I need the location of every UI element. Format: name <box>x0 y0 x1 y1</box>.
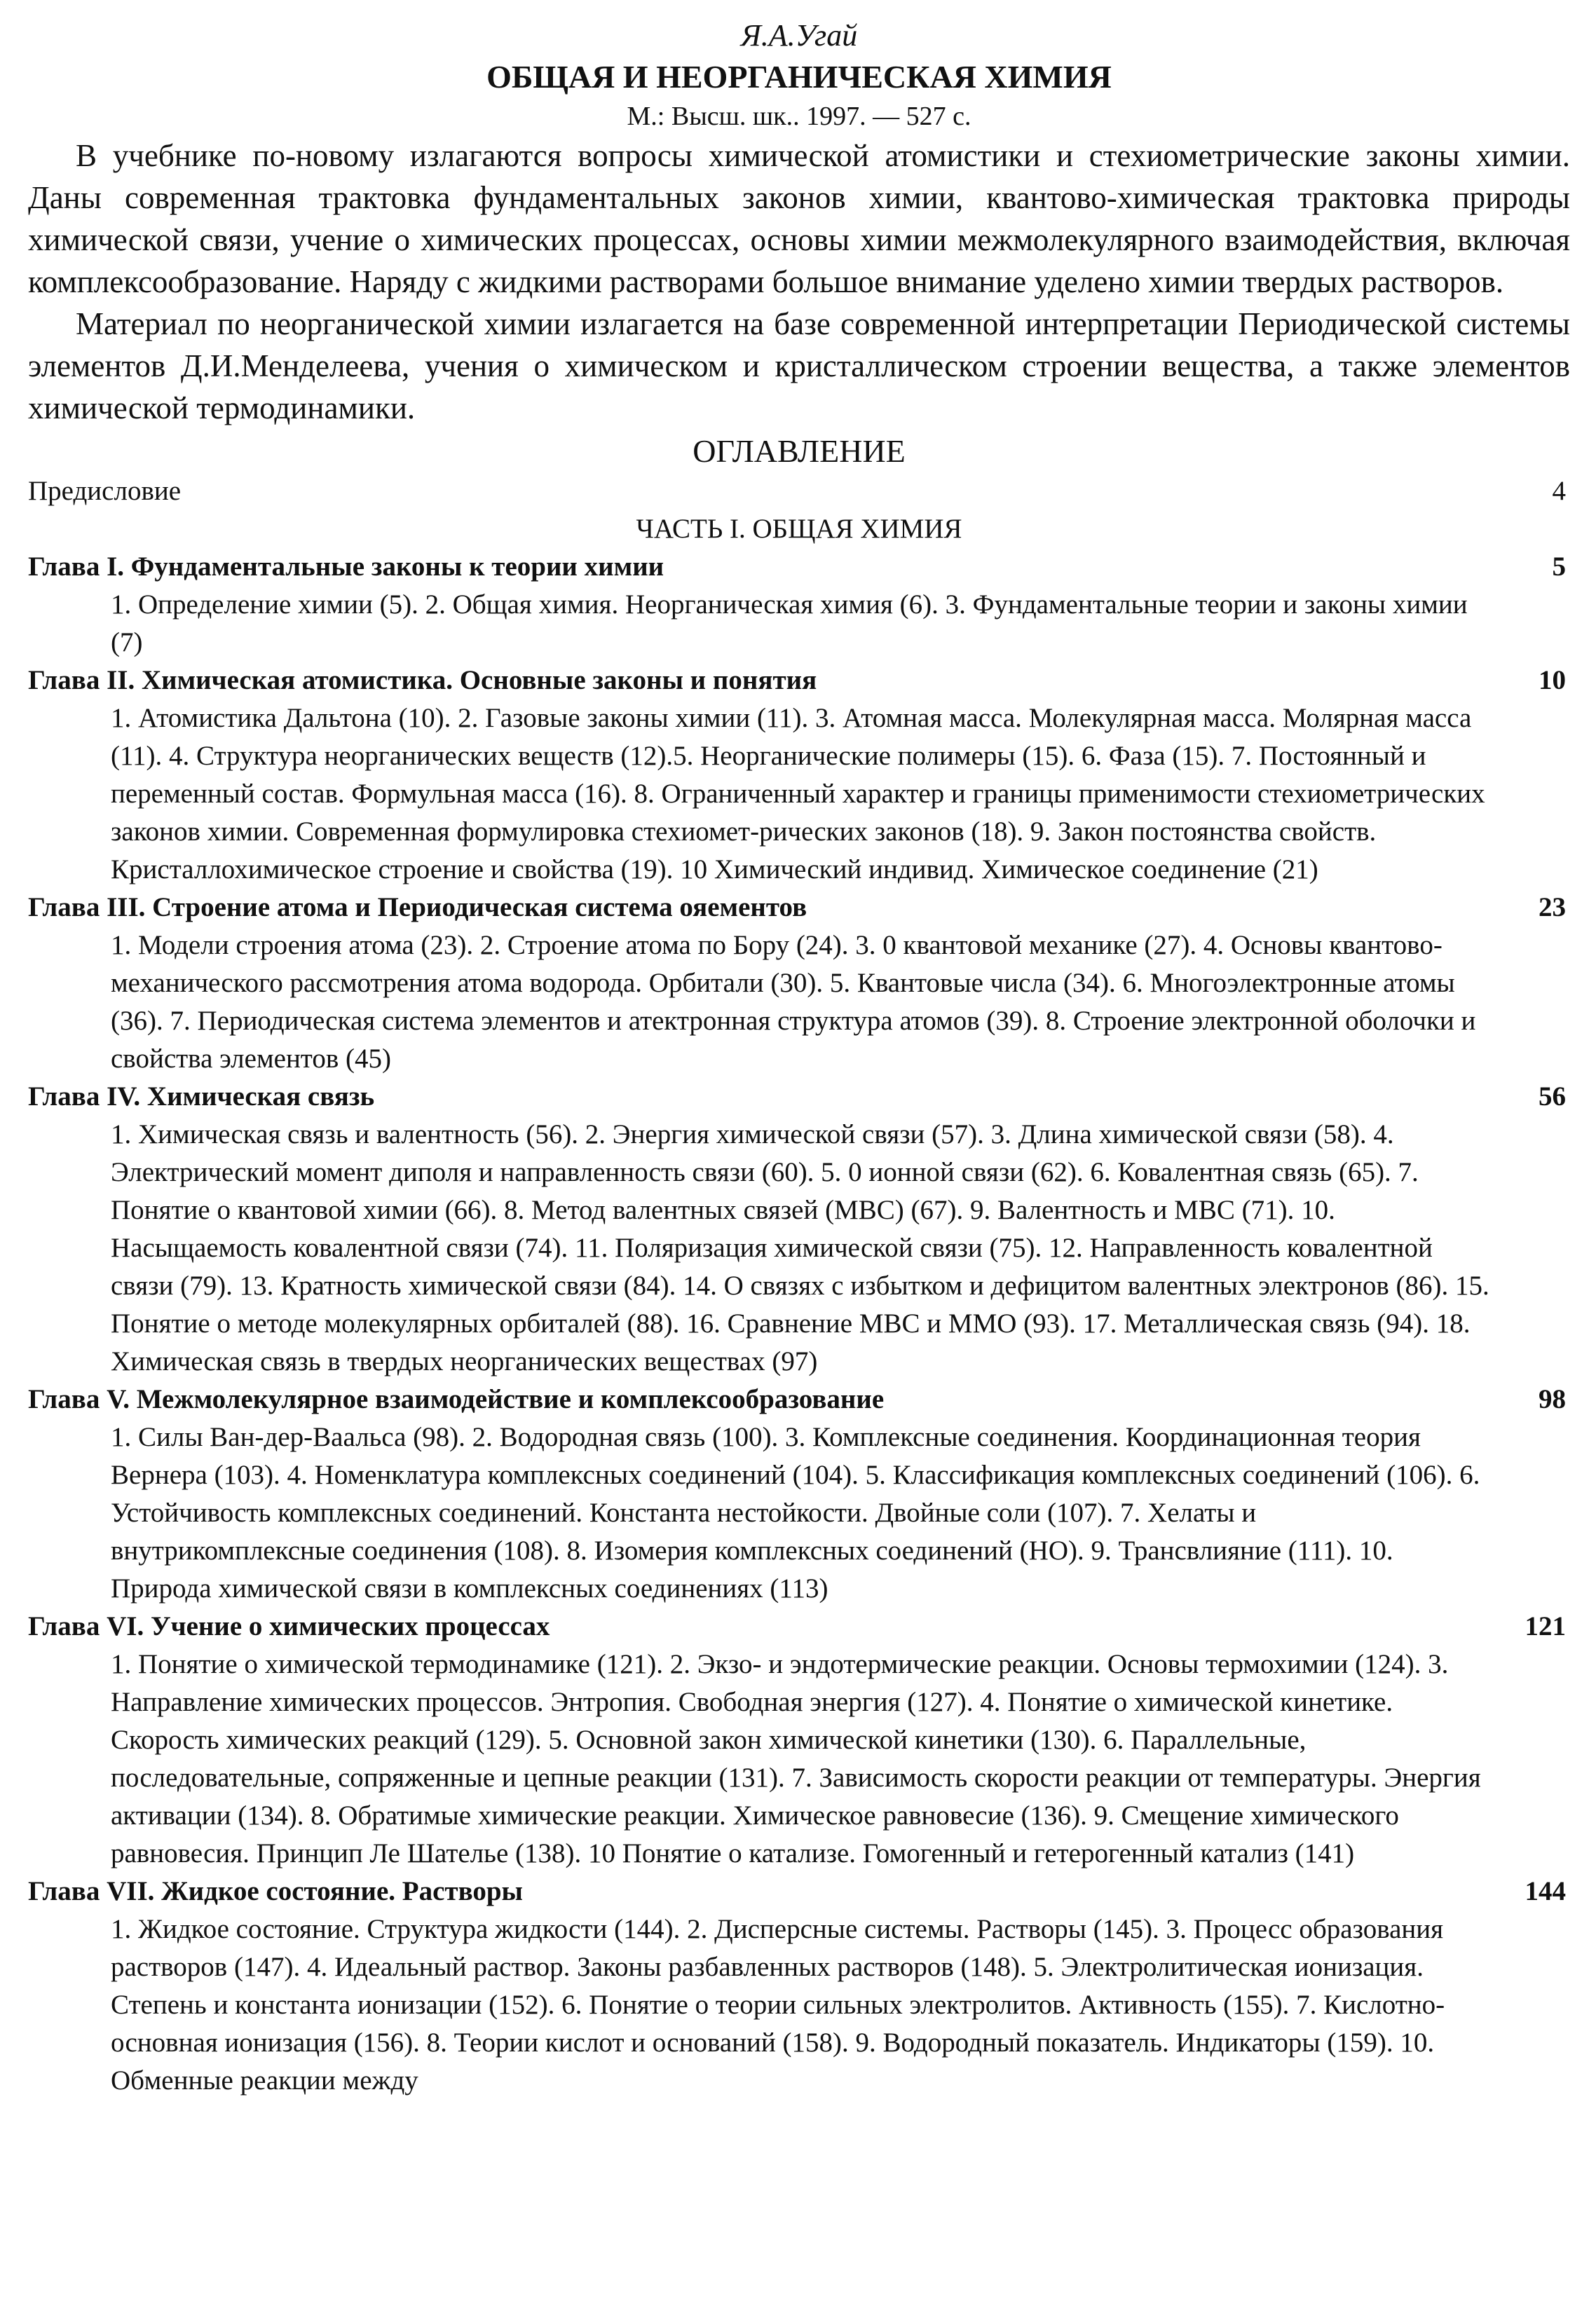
abstract <box>28 135 1570 429</box>
toc-preface <box>28 472 1570 510</box>
chapter-page: 56 <box>1539 1081 1566 1112</box>
chapter-title: Глава V. Межмолекулярное взаимодействие и комплексообразование <box>28 1384 885 1414</box>
table-of-contents <box>28 472 1570 2100</box>
preface-label: Предисловие <box>28 476 182 506</box>
chapter-topics: 1. Определение химии (5). 2. Общая химия. Неорганическая химия (6). 3. Фундаментальные теории и законы химии (7) <box>111 589 1468 657</box>
chapter-title: Глава I. Фундаментальные законы к теории химии <box>28 552 664 582</box>
chapter-heading <box>28 889 1570 927</box>
chapter-page: 98 <box>1539 1384 1566 1414</box>
chapter-5 <box>28 1381 1570 1608</box>
chapter-1 <box>28 548 1570 662</box>
chapter-title: Глава II. Химическая атомистика. Основные законы и понятия <box>28 665 817 695</box>
chapter-3 <box>28 889 1570 1078</box>
chapter-heading <box>28 1078 1570 1116</box>
chapter-page: 10 <box>1539 665 1566 695</box>
chapter-heading <box>28 548 1570 586</box>
chapter-title: Глава VII. Жидкое состояние. Растворы <box>28 1876 523 1906</box>
document-page <box>28 15 1570 2100</box>
chapter-title: Глава IV. Химическая связь <box>28 1081 375 1112</box>
abstract-paragraph-1: В учебнике по-новому излагаются вопросы химической атомистики и стехиометрические законы химии. Даны современная трактовка фундаментальных законов химии, квантово-химическая трактовка природы химической связи, учение о химических процессах, основы химии межмолекулярного взаимодействия, включая комплексообразование. Наряду с жидкими растворами большое внимание уделено химии твердых растворов. <box>28 138 1570 299</box>
chapter-page: 144 <box>1525 1876 1566 1906</box>
chapter-6 <box>28 1608 1570 1873</box>
chapter-page: 23 <box>1539 892 1566 922</box>
chapter-heading <box>28 1608 1570 1646</box>
toc-heading: ОГЛАВЛЕНИЕ <box>693 433 906 469</box>
preface-page: 4 <box>1552 476 1566 506</box>
chapter-page: 121 <box>1525 1611 1566 1641</box>
abstract-paragraph-2: Материал по неорганической химии излагается на базе современной интерпретации Периодической системы элементов Д.И.Менделеева, учения о химическом и кристаллическом строении вещества, а также элементов химической термодинамики. <box>28 306 1570 425</box>
part-title: ЧАСТЬ I. ОБЩАЯ ХИМИЯ <box>636 514 962 544</box>
chapter-page: 5 <box>1552 552 1566 582</box>
chapter-heading <box>28 1381 1570 1419</box>
book-title: ОБЩАЯ И НЕОРГАНИЧЕСКАЯ ХИМИЯ <box>486 59 1112 95</box>
chapter-topics: 1. Атомистика Дальтона (10). 2. Газовые законы химии (11). 3. Атомная масса. Молекулярная масса. Молярная масса (11). 4. Структура неорганических веществ (12).5. Неорганические полимеры (15). 6. Фаза (15). 7. Постоянный и переменный состав. Формульная масса (16). 8. Ограниченный характер и границы применимости стехиометрических законов химии. Современная формулировка стехиомет-рических законов (18). 9. Закон постоянства свойств. Кристаллохимическое строение и свойства (19). 10 Химический индивид. Химическое соединение (21) <box>111 703 1485 884</box>
chapter-topics: 1. Модели строения атома (23). 2. Строение атома по Бору (24). 3. 0 квантовой механике (27). 4. Основы квантово-механического рассмотрения атома водорода. Орбитали (30). 5. Квантовые числа (34). 6. Многоэлектронные атомы (36). 7. Периодическая система элементов и атектронная структура атомов (39). 8. Строение электронной оболочки и свойства элементов (45) <box>111 930 1476 1074</box>
chapter-title: Глава III. Строение атома и Периодическая система ояементов <box>28 892 807 922</box>
author-name: Я.А.Угай <box>740 18 858 53</box>
chapter-7 <box>28 1873 1570 2100</box>
chapter-title: Глава VI. Учение о химических процессах <box>28 1611 550 1641</box>
chapter-topics: 1. Жидкое состояние. Структура жидкости (144). 2. Дисперсные системы. Растворы (145). 3. Процесс образования растворов (147). 4. Идеальный раствор. Законы разбавленных растворов (148). 5. Электролитическая ионизация. Степень и константа ионизации (152). 6. Понятие о теории сильных электролитов. Активность (155). 7. Кислотно-основная ионизация (156). 8. Теории кислот и оснований (158). 9. Водородный показатель. Индикаторы (159). 10. Обменные реакции между <box>111 1914 1445 2096</box>
chapter-topics: 1. Химическая связь и валентность (56). 2. Энергия химической связи (57). 3. Длина химической связи (58). 4. Электрический момент диполя и направленность связи (60). 5. 0 ионной связи (62). 6. Ковалентная связь (65). 7. Понятие о квантовой химии (66). 8. Метод валентных связей (МВС) (67). 9. Валентность и МВС (71). 10. Насыщаемость ковалентной связи (74). 11. Поляризация химической связи (75). 12. Направленность ковалентной связи (79). 13. Кратность химической связи (84). 14. О связях с избытком и дефицитом валентных электронов (86). 15. Понятие о методе молекулярных орбиталей (88). 16. Сравнение МВС и ММО (93). 17. Металлическая связь (94). 18. Химическая связь в твердых неорганических веществах (97) <box>111 1119 1489 1376</box>
chapter-topics: 1. Силы Ван-дер-Ваальса (98). 2. Водородная связь (100). 3. Комплексные соединения. Координационная теория Вернера (103). 4. Номенклатура комплексных соединений (104). 5. Классификация комплексных соединений (106). 6. Устойчивость комплексных соединений. Константа нестойкости. Двойные соли (107). 7. Хелаты и внутрикомплексные соединения (108). 8. Изомерия комплексных соединений (НО). 9. Трансвлияние (111). 10. Природа химической связи в комплексных соединениях (113) <box>111 1422 1480 1604</box>
chapter-2 <box>28 662 1570 889</box>
chapter-topics: 1. Понятие о химической термодинамике (121). 2. Экзо- и эндотермические реакции. Основы термохимии (124). 3. Направление химических процессов. Энтропия. Свободная энергия (127). 4. Понятие о химической кинетике. Скорость химических реакций (129). 5. Основной закон химической кинетики (130). 6. Параллельные, последовательные, сопряженные и цепные реакции (131). 7. Зависимость скорости реакции от температуры. Энергия активации (134). 8. Обратимые химические реакции. Химическое равновесие (136). 9. Смещение химического равновесия. Принцип Ле Шателье (138). 10 Понятие о катализе. Гомогенный и гетерогенный катализ (141) <box>111 1649 1481 1868</box>
chapter-heading <box>28 1873 1570 1911</box>
chapter-4 <box>28 1078 1570 1381</box>
chapter-heading <box>28 662 1570 699</box>
publisher-info: М.: Высш. шк.. 1997. — 527 с. <box>627 102 971 131</box>
